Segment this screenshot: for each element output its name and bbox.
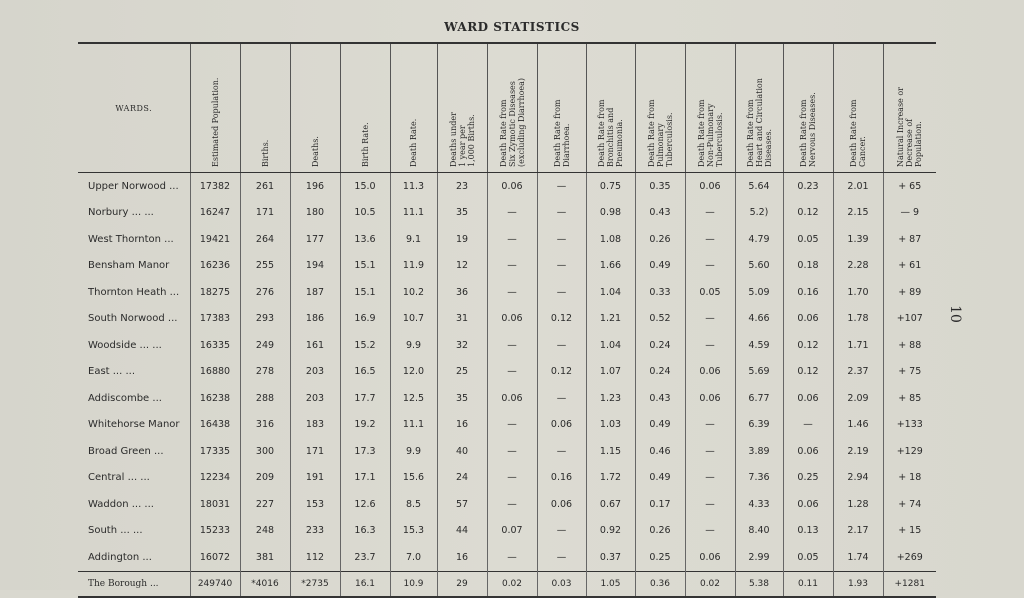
table-cell: — bbox=[487, 465, 537, 492]
table-cell: 194 bbox=[290, 253, 340, 280]
table-cell: 11.1 bbox=[390, 412, 437, 439]
table-cell: 0.46 bbox=[635, 438, 685, 465]
table-cell: 0.17 bbox=[635, 491, 685, 518]
table-cell: 10.7 bbox=[390, 306, 437, 333]
table-row bbox=[78, 465, 936, 492]
table-cell: 40 bbox=[437, 438, 487, 465]
table-cell: 23.7 bbox=[340, 544, 390, 571]
table-cell: 300 bbox=[240, 438, 290, 465]
table-cell: 0.12 bbox=[783, 332, 833, 359]
table-cell: — bbox=[537, 385, 586, 412]
table-cell: 8.40 bbox=[735, 518, 783, 545]
table-cell: — bbox=[537, 438, 586, 465]
table-cell: 24 bbox=[437, 465, 487, 492]
table-cell: 381 bbox=[240, 544, 290, 571]
table-cell: 12.5 bbox=[390, 385, 437, 412]
ward-name: Addington ... bbox=[78, 544, 190, 571]
table-cell: 1.04 bbox=[586, 332, 635, 359]
table-cell: — bbox=[685, 412, 735, 439]
table-cell: — bbox=[537, 332, 586, 359]
table-cell: 1.23 bbox=[586, 385, 635, 412]
total-cell: 29 bbox=[437, 571, 487, 597]
table-row bbox=[78, 385, 936, 412]
table-cell: 44 bbox=[437, 518, 487, 545]
page-title: WARD STATISTICS bbox=[444, 20, 580, 34]
ward-name: South ... ... bbox=[78, 518, 190, 545]
ward-name: Norbury ... ... bbox=[78, 200, 190, 227]
header-row bbox=[78, 44, 936, 173]
table-cell: 0.49 bbox=[635, 253, 685, 280]
table-cell: 177 bbox=[290, 226, 340, 253]
table-row bbox=[78, 491, 936, 518]
header-cell: Deaths under 1 year per 1,000 Births. bbox=[437, 44, 487, 173]
table-cell: 0.06 bbox=[537, 412, 586, 439]
table-cell: 203 bbox=[290, 359, 340, 386]
table-cell: 6.77 bbox=[735, 385, 783, 412]
table-cell: 16 bbox=[437, 544, 487, 571]
header-cell: Estimated Population. bbox=[190, 44, 240, 173]
table-cell: 7.0 bbox=[390, 544, 437, 571]
ward-name: Thornton Heath ... bbox=[78, 279, 190, 306]
total-cell: +1281 bbox=[883, 571, 936, 597]
table-cell: 3.89 bbox=[735, 438, 783, 465]
table-cell: 203 bbox=[290, 385, 340, 412]
table-cell: — bbox=[685, 306, 735, 333]
table-cell: 0.35 bbox=[635, 173, 685, 200]
table-cell: 4.66 bbox=[735, 306, 783, 333]
table-cell: 0.18 bbox=[783, 253, 833, 280]
table-cell: 1.03 bbox=[586, 412, 635, 439]
ward-name: Waddon ... ... bbox=[78, 491, 190, 518]
table-row bbox=[78, 359, 936, 386]
table-cell: 36 bbox=[437, 279, 487, 306]
table-cell: 0.06 bbox=[685, 385, 735, 412]
table-cell: 15233 bbox=[190, 518, 240, 545]
table-cell: 255 bbox=[240, 253, 290, 280]
table-cell: 0.05 bbox=[685, 279, 735, 306]
table-cell: 1.66 bbox=[586, 253, 635, 280]
table-cell: — bbox=[685, 438, 735, 465]
table-cell: 1.39 bbox=[833, 226, 883, 253]
table-cell: — bbox=[537, 173, 586, 200]
table-row bbox=[78, 279, 936, 306]
table-cell: — bbox=[487, 279, 537, 306]
table-cell: — bbox=[685, 200, 735, 227]
table-cell: 23 bbox=[437, 173, 487, 200]
table-cell: 15.6 bbox=[390, 465, 437, 492]
table-cell: 4.59 bbox=[735, 332, 783, 359]
table-cell: 0.26 bbox=[635, 226, 685, 253]
table-cell: 2.01 bbox=[833, 173, 883, 200]
table-cell: 0.33 bbox=[635, 279, 685, 306]
ward-name: West Thornton ... bbox=[78, 226, 190, 253]
table-cell: + 65 bbox=[898, 180, 922, 192]
ward-name: Addiscombe ... bbox=[78, 385, 190, 412]
total-cell: 0.11 bbox=[783, 571, 833, 597]
table-cell: 9.9 bbox=[390, 332, 437, 359]
table-cell: 15.1 bbox=[340, 279, 390, 306]
table-cell: 1.07 bbox=[586, 359, 635, 386]
table-cell: 0.52 bbox=[635, 306, 685, 333]
table-cell: — bbox=[487, 253, 537, 280]
table-cell: — bbox=[685, 332, 735, 359]
table-cell: 0.49 bbox=[635, 465, 685, 492]
table-cell: 0.06 bbox=[537, 491, 586, 518]
table-cell: 0.75 bbox=[586, 173, 635, 200]
table-cell: — 9 bbox=[900, 207, 920, 219]
table-cell: 11.3 bbox=[390, 173, 437, 200]
table-cell: + 61 bbox=[898, 260, 922, 272]
header-cell: Deaths. bbox=[290, 44, 340, 173]
total-cell: 10.9 bbox=[390, 571, 437, 597]
table-cell: +269 bbox=[896, 551, 923, 563]
total-cell: 5.38 bbox=[735, 571, 783, 597]
table-cell: 0.16 bbox=[537, 465, 586, 492]
table-cell: 8.5 bbox=[390, 491, 437, 518]
table-cell: 17.3 bbox=[340, 438, 390, 465]
table-cell: — bbox=[487, 491, 537, 518]
table-cell: 16247 bbox=[190, 200, 240, 227]
table-row bbox=[78, 306, 936, 333]
table-cell: 187 bbox=[290, 279, 340, 306]
table-cell: 9.1 bbox=[390, 226, 437, 253]
table-cell: — bbox=[487, 544, 537, 571]
ward-statistics-table bbox=[78, 44, 936, 598]
table-cell: 0.06 bbox=[783, 491, 833, 518]
table-cell: 0.43 bbox=[635, 200, 685, 227]
table-cell: 1.78 bbox=[833, 306, 883, 333]
header-cell: Natural Increase or Decrease of Population. bbox=[883, 44, 936, 173]
table-cell: — bbox=[685, 253, 735, 280]
table-cell: 16.5 bbox=[340, 359, 390, 386]
total-cell: 0.02 bbox=[487, 571, 537, 597]
ward-name: Woodside ... ... bbox=[78, 332, 190, 359]
table-row bbox=[78, 173, 936, 200]
table-cell: + 74 bbox=[898, 498, 922, 510]
table-cell: +129 bbox=[896, 445, 923, 457]
table-cell: 12 bbox=[437, 253, 487, 280]
table-cell: 5.69 bbox=[735, 359, 783, 386]
table-cell: 264 bbox=[240, 226, 290, 253]
table-cell: 5.2) bbox=[735, 200, 783, 227]
table-cell: 278 bbox=[240, 359, 290, 386]
header-cell: Death Rate from Heart and Circulation Diseases. bbox=[735, 44, 783, 173]
table-cell: 16438 bbox=[190, 412, 240, 439]
table-row bbox=[78, 200, 936, 227]
table-cell: 0.23 bbox=[783, 173, 833, 200]
table-cell: — bbox=[537, 544, 586, 571]
table-cell: 15.0 bbox=[340, 173, 390, 200]
ward-name: Upper Norwood ... bbox=[78, 173, 190, 200]
total-cell: 249740 bbox=[190, 571, 240, 597]
table-cell: 1.28 bbox=[833, 491, 883, 518]
table-cell: 0.06 bbox=[783, 438, 833, 465]
table-cell: 0.06 bbox=[783, 385, 833, 412]
table-cell: 35 bbox=[437, 200, 487, 227]
table-cell: 12.0 bbox=[390, 359, 437, 386]
table-cell: 227 bbox=[240, 491, 290, 518]
table-cell: 2.19 bbox=[833, 438, 883, 465]
total-row bbox=[78, 571, 936, 597]
table-cell: + 87 bbox=[898, 233, 922, 245]
table-cell: 11.9 bbox=[390, 253, 437, 280]
table-cell: — bbox=[685, 465, 735, 492]
table-cell: 19 bbox=[437, 226, 487, 253]
table-cell: 15.3 bbox=[390, 518, 437, 545]
table-cell: — bbox=[685, 491, 735, 518]
table-cell: 0.05 bbox=[783, 544, 833, 571]
table-cell: — bbox=[537, 226, 586, 253]
table-cell: 1.04 bbox=[586, 279, 635, 306]
table-cell: 316 bbox=[240, 412, 290, 439]
table-cell: 18275 bbox=[190, 279, 240, 306]
table-cell: 1.46 bbox=[833, 412, 883, 439]
page-number: 10 bbox=[946, 305, 963, 323]
table-cell: — bbox=[487, 412, 537, 439]
table-cell: 0.43 bbox=[635, 385, 685, 412]
table-cell: — bbox=[487, 200, 537, 227]
table-cell: 2.37 bbox=[833, 359, 883, 386]
table-cell: 153 bbox=[290, 491, 340, 518]
table-cell: 293 bbox=[240, 306, 290, 333]
ward-name: Central ... ... bbox=[78, 465, 190, 492]
table-cell: 0.67 bbox=[586, 491, 635, 518]
table-cell: 276 bbox=[240, 279, 290, 306]
table-cell: — bbox=[537, 518, 586, 545]
table-cell: 0.92 bbox=[586, 518, 635, 545]
table-cell: 0.12 bbox=[783, 200, 833, 227]
table-cell: 112 bbox=[290, 544, 340, 571]
table-cell: + 85 bbox=[898, 392, 922, 404]
header-cell: Death Rate from Diarrhoea. bbox=[537, 44, 586, 173]
header-cell: Death Rate from Nervous Diseases. bbox=[783, 44, 833, 173]
table-cell: 0.13 bbox=[783, 518, 833, 545]
table-cell: + 89 bbox=[898, 286, 922, 298]
table-cell: 16 bbox=[437, 412, 487, 439]
table-cell: 0.12 bbox=[783, 359, 833, 386]
borough-label: The Borough ... bbox=[78, 571, 190, 597]
table-cell: — bbox=[537, 279, 586, 306]
table-cell: 161 bbox=[290, 332, 340, 359]
table-cell: 15.2 bbox=[340, 332, 390, 359]
header-cell: Death Rate from Non-Pulmonary Tuberculosis. bbox=[685, 44, 735, 173]
total-cell: 0.03 bbox=[537, 571, 586, 597]
header-cell: Death Rate from Six Zymotic Diseases (excluding Diarrhoea) bbox=[487, 44, 537, 173]
table-cell: 2.17 bbox=[833, 518, 883, 545]
total-cell: *4016 bbox=[240, 571, 290, 597]
table-cell: 17.1 bbox=[340, 465, 390, 492]
header-cell: Death Rate from Pulmonary Tuberculosis. bbox=[635, 44, 685, 173]
table-cell: 0.06 bbox=[685, 173, 735, 200]
table-cell: 1.72 bbox=[586, 465, 635, 492]
table-cell: + 88 bbox=[898, 339, 922, 351]
table-cell: 0.05 bbox=[783, 226, 833, 253]
table-cell: 2.28 bbox=[833, 253, 883, 280]
table-cell: +133 bbox=[896, 419, 923, 431]
table-cell: 17.7 bbox=[340, 385, 390, 412]
table-cell: — bbox=[487, 359, 537, 386]
table-cell: + 75 bbox=[898, 366, 922, 378]
table-cell: 2.99 bbox=[735, 544, 783, 571]
table-cell: 0.12 bbox=[537, 359, 586, 386]
table-cell: + 15 bbox=[898, 525, 922, 537]
table-cell: 0.06 bbox=[685, 544, 735, 571]
table-cell: 17335 bbox=[190, 438, 240, 465]
table-body bbox=[78, 173, 936, 597]
table-cell: 16.3 bbox=[340, 518, 390, 545]
table-cell: — bbox=[537, 253, 586, 280]
total-cell: 0.36 bbox=[635, 571, 685, 597]
table-row bbox=[78, 412, 936, 439]
table-cell: 1.71 bbox=[833, 332, 883, 359]
table-cell: 7.36 bbox=[735, 465, 783, 492]
table-cell: 0.25 bbox=[783, 465, 833, 492]
table-cell: 171 bbox=[240, 200, 290, 227]
table-cell: — bbox=[487, 332, 537, 359]
table-cell: 0.24 bbox=[635, 359, 685, 386]
ward-name: Whitehorse Manor bbox=[78, 412, 190, 439]
table-cell: + 18 bbox=[898, 472, 922, 484]
table-cell: 0.16 bbox=[783, 279, 833, 306]
table-cell: 11.1 bbox=[390, 200, 437, 227]
table-cell: 16335 bbox=[190, 332, 240, 359]
table-cell: 18031 bbox=[190, 491, 240, 518]
total-cell: 1.05 bbox=[586, 571, 635, 597]
table-cell: 10.2 bbox=[390, 279, 437, 306]
table-cell: 233 bbox=[290, 518, 340, 545]
table-cell: 2.09 bbox=[833, 385, 883, 412]
table-cell: 183 bbox=[290, 412, 340, 439]
table-cell: 196 bbox=[290, 173, 340, 200]
table-cell: 0.49 bbox=[635, 412, 685, 439]
total-cell: 16.1 bbox=[340, 571, 390, 597]
table-cell: 191 bbox=[290, 465, 340, 492]
table-cell: 32 bbox=[437, 332, 487, 359]
table-cell: 171 bbox=[290, 438, 340, 465]
table-cell: 0.06 bbox=[487, 173, 537, 200]
header-cell: Death Rate. bbox=[390, 44, 437, 173]
table-cell: 5.60 bbox=[735, 253, 783, 280]
table-cell: 288 bbox=[240, 385, 290, 412]
table-cell: 12.6 bbox=[340, 491, 390, 518]
table-cell: 249 bbox=[240, 332, 290, 359]
table-cell: 0.06 bbox=[783, 306, 833, 333]
table-row bbox=[78, 226, 936, 253]
total-cell: *2735 bbox=[290, 571, 340, 597]
table-cell: 19.2 bbox=[340, 412, 390, 439]
table-cell: 17383 bbox=[190, 306, 240, 333]
table-cell: 16880 bbox=[190, 359, 240, 386]
header-wards: WARDS. bbox=[78, 44, 190, 173]
table-cell: 0.25 bbox=[635, 544, 685, 571]
table-cell: — bbox=[783, 412, 833, 439]
table-cell: 261 bbox=[240, 173, 290, 200]
table-cell: 2.94 bbox=[833, 465, 883, 492]
table-row bbox=[78, 438, 936, 465]
table-cell: 9.9 bbox=[390, 438, 437, 465]
table-cell: 10.5 bbox=[340, 200, 390, 227]
table-cell: 1.70 bbox=[833, 279, 883, 306]
table-cell: 16072 bbox=[190, 544, 240, 571]
table-cell: 16238 bbox=[190, 385, 240, 412]
table-cell: 180 bbox=[290, 200, 340, 227]
table-cell: 15.1 bbox=[340, 253, 390, 280]
table-cell: 57 bbox=[437, 491, 487, 518]
table-cell: — bbox=[537, 200, 586, 227]
table-cell: 19421 bbox=[190, 226, 240, 253]
table-cell: 0.37 bbox=[586, 544, 635, 571]
header-cell: Birth Rate. bbox=[340, 44, 390, 173]
header-cell: Death Rate from Bronchitis and Pneumonia. bbox=[586, 44, 635, 173]
table-cell: 6.39 bbox=[735, 412, 783, 439]
table-cell: 0.06 bbox=[685, 359, 735, 386]
header-cell: Death Rate from Cancer. bbox=[833, 44, 883, 173]
ward-name: Broad Green ... bbox=[78, 438, 190, 465]
table-cell: 0.12 bbox=[537, 306, 586, 333]
total-cell: 1.93 bbox=[833, 571, 883, 597]
table-row bbox=[78, 332, 936, 359]
table-cell: 17382 bbox=[190, 173, 240, 200]
table-cell: 5.09 bbox=[735, 279, 783, 306]
table-cell: 13.6 bbox=[340, 226, 390, 253]
table-cell: — bbox=[685, 518, 735, 545]
table-cell: 1.15 bbox=[586, 438, 635, 465]
table-cell: 0.26 bbox=[635, 518, 685, 545]
table-cell: 0.07 bbox=[487, 518, 537, 545]
table-cell: 248 bbox=[240, 518, 290, 545]
table-cell: 4.33 bbox=[735, 491, 783, 518]
table-cell: 209 bbox=[240, 465, 290, 492]
table-cell: 12234 bbox=[190, 465, 240, 492]
table-cell: +107 bbox=[896, 313, 923, 325]
table-cell: 1.21 bbox=[586, 306, 635, 333]
table-cell: — bbox=[685, 226, 735, 253]
table-cell: 1.74 bbox=[833, 544, 883, 571]
table-row bbox=[78, 544, 936, 571]
table-cell: 31 bbox=[437, 306, 487, 333]
ward-name: Bensham Manor bbox=[78, 253, 190, 280]
table-cell: 0.06 bbox=[487, 385, 537, 412]
table-cell: 0.06 bbox=[487, 306, 537, 333]
table-cell: 186 bbox=[290, 306, 340, 333]
table-cell: 2.15 bbox=[833, 200, 883, 227]
ward-name: South Norwood ... bbox=[78, 306, 190, 333]
table-cell: 0.98 bbox=[586, 200, 635, 227]
table-cell: 35 bbox=[437, 385, 487, 412]
table-cell: 25 bbox=[437, 359, 487, 386]
table-cell: 4.79 bbox=[735, 226, 783, 253]
table-cell: 16.9 bbox=[340, 306, 390, 333]
table-cell: 0.24 bbox=[635, 332, 685, 359]
table-row bbox=[78, 518, 936, 545]
table-cell: 1.08 bbox=[586, 226, 635, 253]
ward-name: East ... ... bbox=[78, 359, 190, 386]
table-cell: — bbox=[487, 438, 537, 465]
table-cell: 5.64 bbox=[735, 173, 783, 200]
table-cell: — bbox=[487, 226, 537, 253]
total-cell: 0.02 bbox=[685, 571, 735, 597]
header-cell: Births. bbox=[240, 44, 290, 173]
table-cell: 16236 bbox=[190, 253, 240, 280]
table-row bbox=[78, 253, 936, 280]
